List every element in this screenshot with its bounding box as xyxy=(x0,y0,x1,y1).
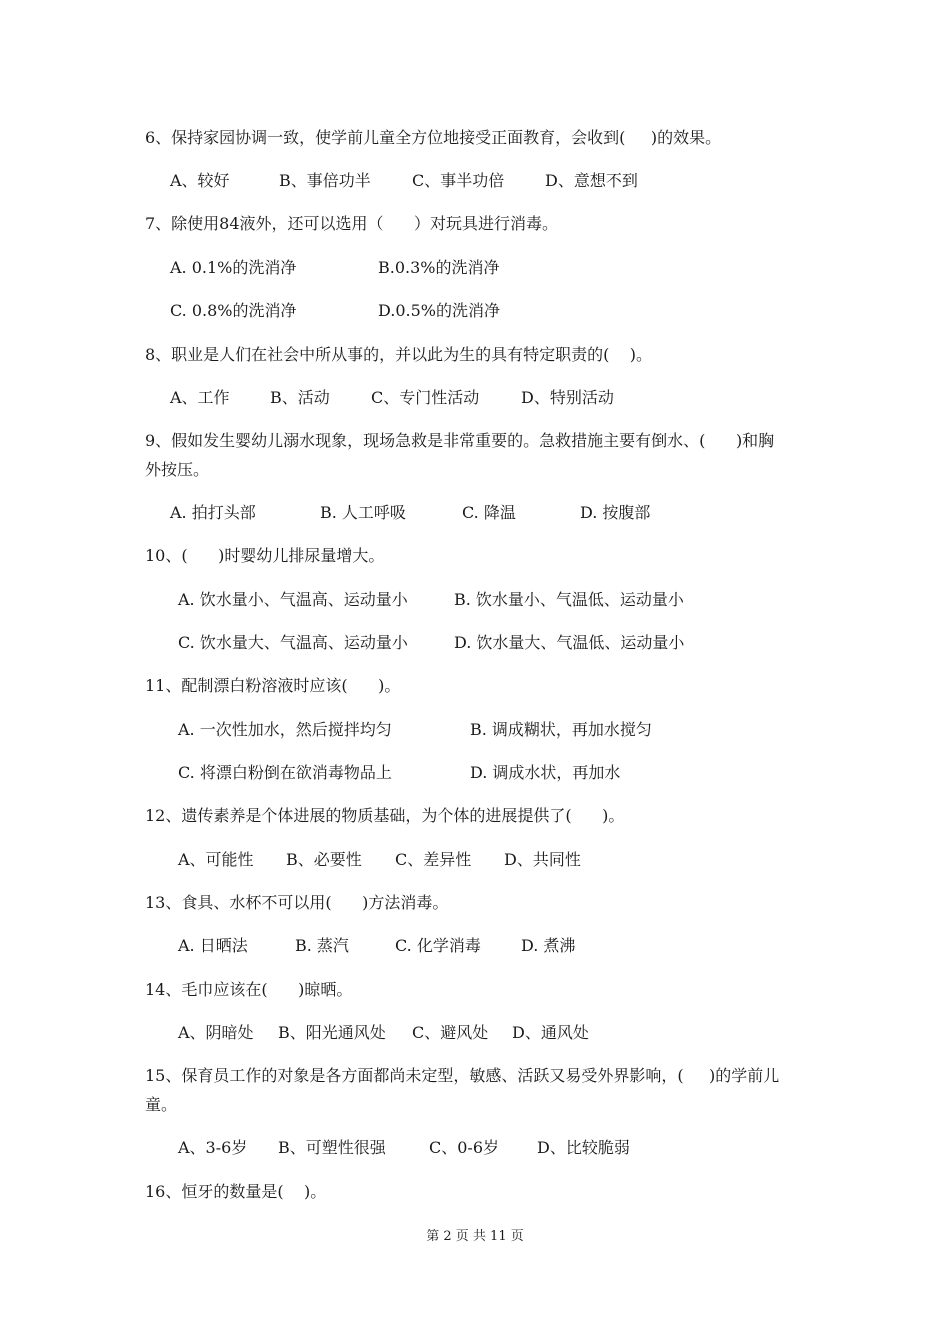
option-d: D、特别活动 xyxy=(521,388,614,407)
option-c: C. 0.8%的洗消净 xyxy=(170,301,297,320)
option-d: D、通风处 xyxy=(512,1023,589,1042)
option-c: C. 饮水量大、气温高、运动量小 xyxy=(178,633,408,652)
option-a: A、较好 xyxy=(170,171,230,190)
question-10-stem: 10、( )时婴幼儿排尿量增大。 xyxy=(145,546,385,565)
option-a: A. 日晒法 xyxy=(178,936,248,955)
option-a: A、工作 xyxy=(170,388,230,407)
question-15-stem-line-2: 童。 xyxy=(145,1095,178,1114)
question-8-stem: 8、职业是人们在社会中所从事的，并以此为生的具有特定职责的( )。 xyxy=(145,345,653,364)
option-b: B、活动 xyxy=(270,388,330,407)
option-a: A、3-6岁 xyxy=(178,1138,248,1157)
option-c: C. 化学消毒 xyxy=(395,936,481,955)
page-number-footer: 第 2 页 共 11 页 xyxy=(426,1229,524,1244)
option-d: D. 煮沸 xyxy=(521,936,576,955)
option-d: D. 按腹部 xyxy=(580,503,651,522)
question-6-stem: 6、保持家园协调一致，使学前儿童全方位地接受正面教育，会收到( )的效果。 xyxy=(145,128,722,147)
option-c: C. 将漂白粉倒在欲消毒物品上 xyxy=(178,763,392,782)
question-7-stem: 7、除使用84液外，还可以选用（ ）对玩具进行消毒。 xyxy=(145,214,559,233)
question-11-stem: 11、配制漂白粉溶液时应该( )。 xyxy=(145,676,401,695)
option-a: A. 拍打头部 xyxy=(170,503,256,522)
option-c: C、差异性 xyxy=(395,850,472,869)
question-14-stem: 14、毛巾应该在( )晾晒。 xyxy=(145,980,353,999)
option-b: B、可塑性很强 xyxy=(278,1138,386,1157)
option-b: B、事倍功半 xyxy=(279,171,371,190)
option-b: B. 饮水量小、气温低、运动量小 xyxy=(454,590,684,609)
option-b: B. 蒸汽 xyxy=(295,936,349,955)
question-9-stem-line-2: 外按压。 xyxy=(145,460,210,479)
option-b: B. 调成糊状，再加水搅匀 xyxy=(470,720,652,739)
option-d: D、意想不到 xyxy=(545,171,638,190)
question-13-stem: 13、食具、水杯不可以用( )方法消毒。 xyxy=(145,893,449,912)
option-c: C、0-6岁 xyxy=(429,1138,500,1157)
option-c: C、专门性活动 xyxy=(371,388,480,407)
option-c: C. 降温 xyxy=(462,503,516,522)
option-b: B、阳光通风处 xyxy=(278,1023,386,1042)
question-15-stem-line-1: 15、保育员工作的对象是各方面都尚未定型，敏感、活跃又易受外界影响，( )的学前儿 xyxy=(145,1066,780,1085)
option-a: A、可能性 xyxy=(178,850,254,869)
option-b: B、必要性 xyxy=(286,850,362,869)
option-b: B.0.3%的洗消净 xyxy=(378,258,500,277)
option-d: D. 饮水量大、气温低、运动量小 xyxy=(454,633,685,652)
option-b: B. 人工呼吸 xyxy=(320,503,406,522)
question-9-stem-line-1: 9、假如发生婴幼儿溺水现象，现场急救是非常重要的。急救措施主要有倒水、( )和胸 xyxy=(145,431,775,450)
option-a: A、阴暗处 xyxy=(178,1023,254,1042)
option-a: A. 一次性加水，然后搅拌均匀 xyxy=(178,720,392,739)
option-a: A. 饮水量小、气温高、运动量小 xyxy=(178,590,408,609)
question-16-stem: 16、恒牙的数量是( )。 xyxy=(145,1182,327,1201)
option-a: A. 0.1%的洗消净 xyxy=(170,258,297,277)
question-12-stem: 12、遗传素养是个体进展的物质基础，为个体的进展提供了( )。 xyxy=(145,806,625,825)
option-d: D. 调成水状，再加水 xyxy=(470,763,621,782)
option-c: C、避风处 xyxy=(412,1023,489,1042)
option-d: D、共同性 xyxy=(504,850,581,869)
option-d: D.0.5%的洗消净 xyxy=(378,301,500,320)
option-c: C、事半功倍 xyxy=(412,171,505,190)
option-d: D、比较脆弱 xyxy=(537,1138,630,1157)
